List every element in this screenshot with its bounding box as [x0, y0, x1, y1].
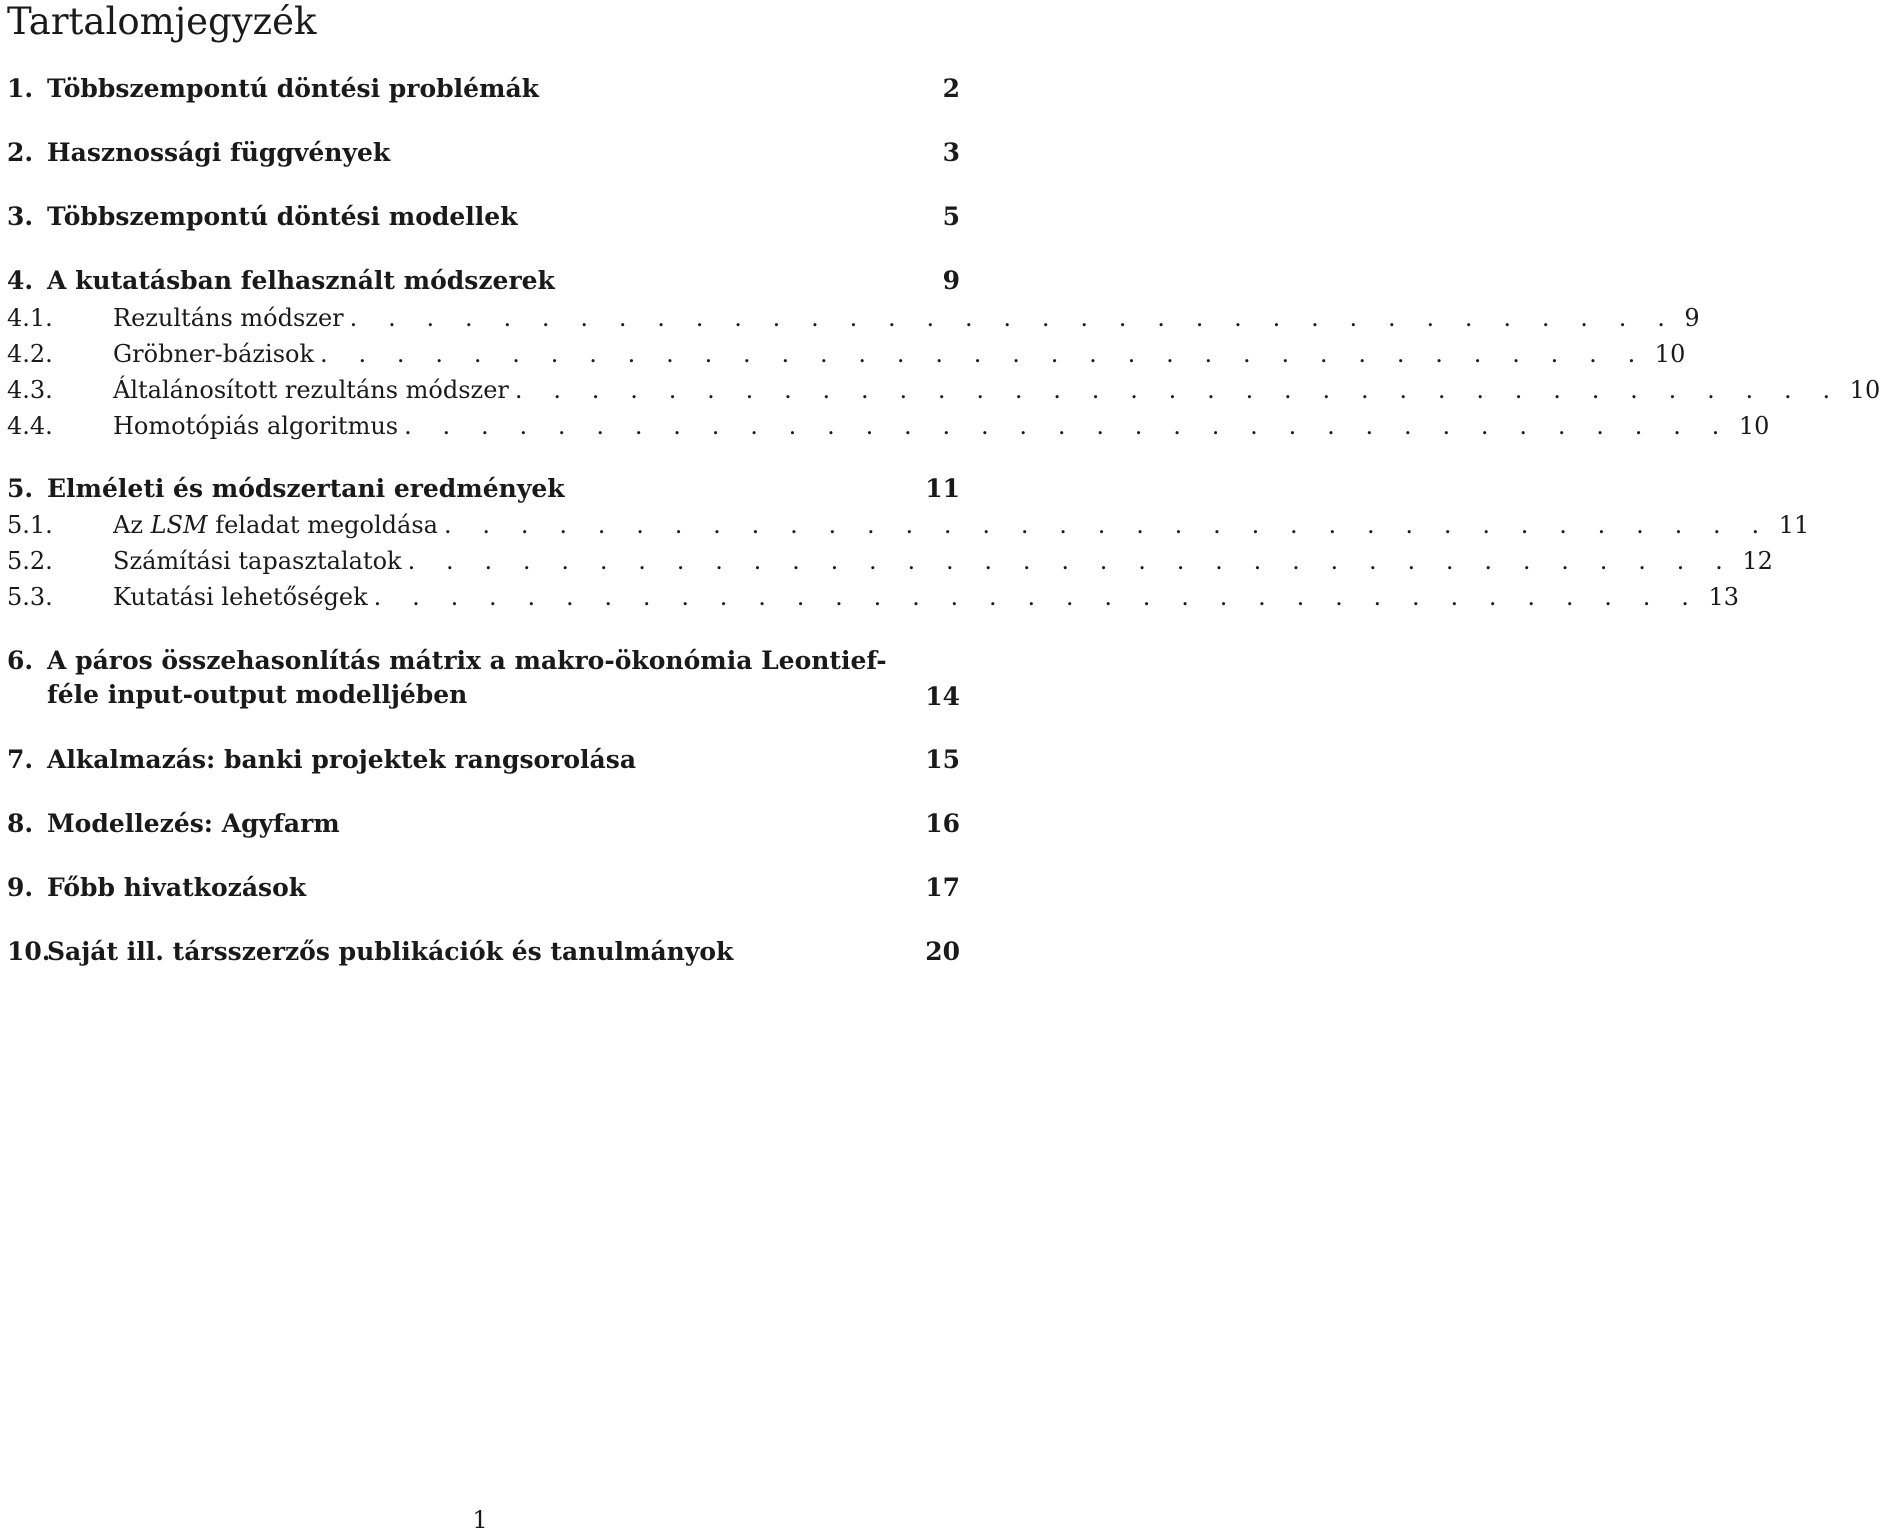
toc-section-5-3[interactable]: [7, 580, 1739, 614]
lsm-math-term: LSM: [150, 511, 208, 539]
toc-chapter-4[interactable]: [7, 264, 960, 298]
section-page-number: 10: [1654, 340, 1686, 368]
section-number: 4.1.: [7, 304, 53, 332]
chapter-page-number: 5: [942, 202, 960, 231]
dot-leader: . . . . . . . . . . . . . . . . . . . . . . . . . . . . . . . . . . .: [320, 340, 1647, 368]
chapter-title: Főbb hivatkozások: [47, 873, 307, 902]
chapter-number: 6.: [7, 646, 34, 675]
toc-section-4-2[interactable]: [7, 337, 1686, 371]
toc-section-5-1[interactable]: [7, 508, 1810, 542]
chapter-title: Többszempontú döntési modellek: [47, 202, 518, 231]
section-page-number: 13: [1708, 583, 1739, 611]
chapter-page-number: 17: [925, 873, 960, 902]
toc-chapter-5[interactable]: [7, 472, 960, 506]
toc-chapter-8[interactable]: [7, 807, 960, 841]
toc-chapter-10[interactable]: [7, 935, 960, 969]
section-number: 5.2.: [7, 547, 53, 575]
chapter-title: Alkalmazás: banki projektek rangsorolása: [47, 745, 637, 774]
chapter-page-number: 15: [925, 745, 960, 774]
toc-chapter-6[interactable]: [7, 644, 960, 714]
section-title: Kutatási lehetőségek: [113, 583, 368, 611]
toc-chapter-1[interactable]: [7, 72, 960, 106]
chapter-number: 8.: [7, 809, 34, 838]
chapter-page-number: 16: [925, 809, 960, 838]
chapter-number: 10.: [7, 937, 51, 966]
toc-chapter-7[interactable]: [7, 743, 960, 777]
chapter-title: Hasznossági függvények: [47, 138, 391, 167]
chapter-title: Többszempontú döntési problémák: [47, 74, 539, 103]
section-title: Homotópiás algoritmus: [113, 412, 399, 440]
toc-section-4-3[interactable]: [7, 373, 1880, 407]
section-page-number: 10: [1849, 376, 1880, 404]
chapter-page-number: 14: [925, 682, 960, 711]
toc-section-5-2[interactable]: [7, 544, 1773, 578]
chapter-number: 4.: [7, 266, 34, 295]
chapter-number: 7.: [7, 745, 34, 774]
page-number: 1: [472, 1506, 488, 1534]
chapter-title: Elméleti és módszertani eredmények: [47, 474, 565, 503]
dot-leader: . . . . . . . . . . . . . . . . . . . . . . . . . . . . . . . . . . .: [404, 412, 1731, 440]
section-number: 5.1.: [7, 511, 53, 539]
dot-leader: . . . . . . . . . . . . . . . . . . . . . . . . . . . . . . . . . . .: [407, 547, 1735, 575]
chapter-page-number: 9: [942, 266, 960, 295]
section-title-prefix: Az: [113, 511, 151, 539]
chapter-title: Saját ill. társszerzős publikációk és tanulmányok: [47, 937, 734, 966]
chapter-title: Modellezés: Agyfarm: [47, 809, 340, 838]
dot-leader: . . . . . . . . . . . . . . . . . . . . . . . . . . . . . . . . . . .: [373, 583, 1701, 611]
section-page-number: 10: [1738, 412, 1770, 440]
dot-leader: . . . . . . . . . . . . . . . . . . . . . . . . . . . . . . . . . . .: [514, 376, 1842, 404]
section-number: 5.3.: [7, 583, 53, 611]
toc-chapter-3[interactable]: [7, 200, 960, 234]
section-title: Rezultáns módszer: [113, 304, 344, 332]
toc-section-4-1[interactable]: [7, 301, 1700, 335]
section-title: [113, 508, 438, 542]
chapter-page-number: 2: [942, 74, 960, 103]
section-title: Gröbner-bázisok: [113, 340, 314, 368]
chapter-page-number: 20: [925, 937, 960, 966]
chapter-number: 1.: [7, 74, 34, 103]
section-page-number: 12: [1742, 547, 1773, 575]
section-number: 4.4.: [7, 412, 53, 440]
chapter-number: 2.: [7, 138, 34, 167]
chapter-title: A páros összehasonlítás mátrix a makro-ökonómia Leontief-féle input-output modelljében: [47, 646, 887, 709]
section-number: 4.2.: [7, 340, 53, 368]
dot-leader: . . . . . . . . . . . . . . . . . . . . . . . . . . . . . . . . . . .: [349, 304, 1677, 332]
toc-section-4-4[interactable]: [7, 409, 1770, 443]
chapter-page-number: 11: [925, 474, 960, 503]
section-title-suffix: feladat megoldása: [207, 511, 438, 539]
page-title: Tartalomjegyzék: [7, 0, 317, 43]
dot-leader: . . . . . . . . . . . . . . . . . . . . . . . . . . . . . . . . . . .: [443, 511, 1771, 539]
chapter-title: A kutatásban felhasznált módszerek: [47, 266, 555, 295]
section-page-number: 9: [1684, 304, 1700, 332]
chapter-number: 3.: [7, 202, 34, 231]
section-number: 4.3.: [7, 376, 53, 404]
chapter-number: 9.: [7, 873, 34, 902]
chapter-number: 5.: [7, 474, 34, 503]
section-title: Számítási tapasztalatok: [113, 547, 402, 575]
toc-chapter-9[interactable]: [7, 871, 960, 905]
toc-chapter-2[interactable]: [7, 136, 960, 170]
section-title: Általánosított rezultáns módszer: [113, 376, 509, 404]
chapter-page-number: 3: [942, 138, 960, 167]
section-page-number: 11: [1778, 511, 1810, 539]
